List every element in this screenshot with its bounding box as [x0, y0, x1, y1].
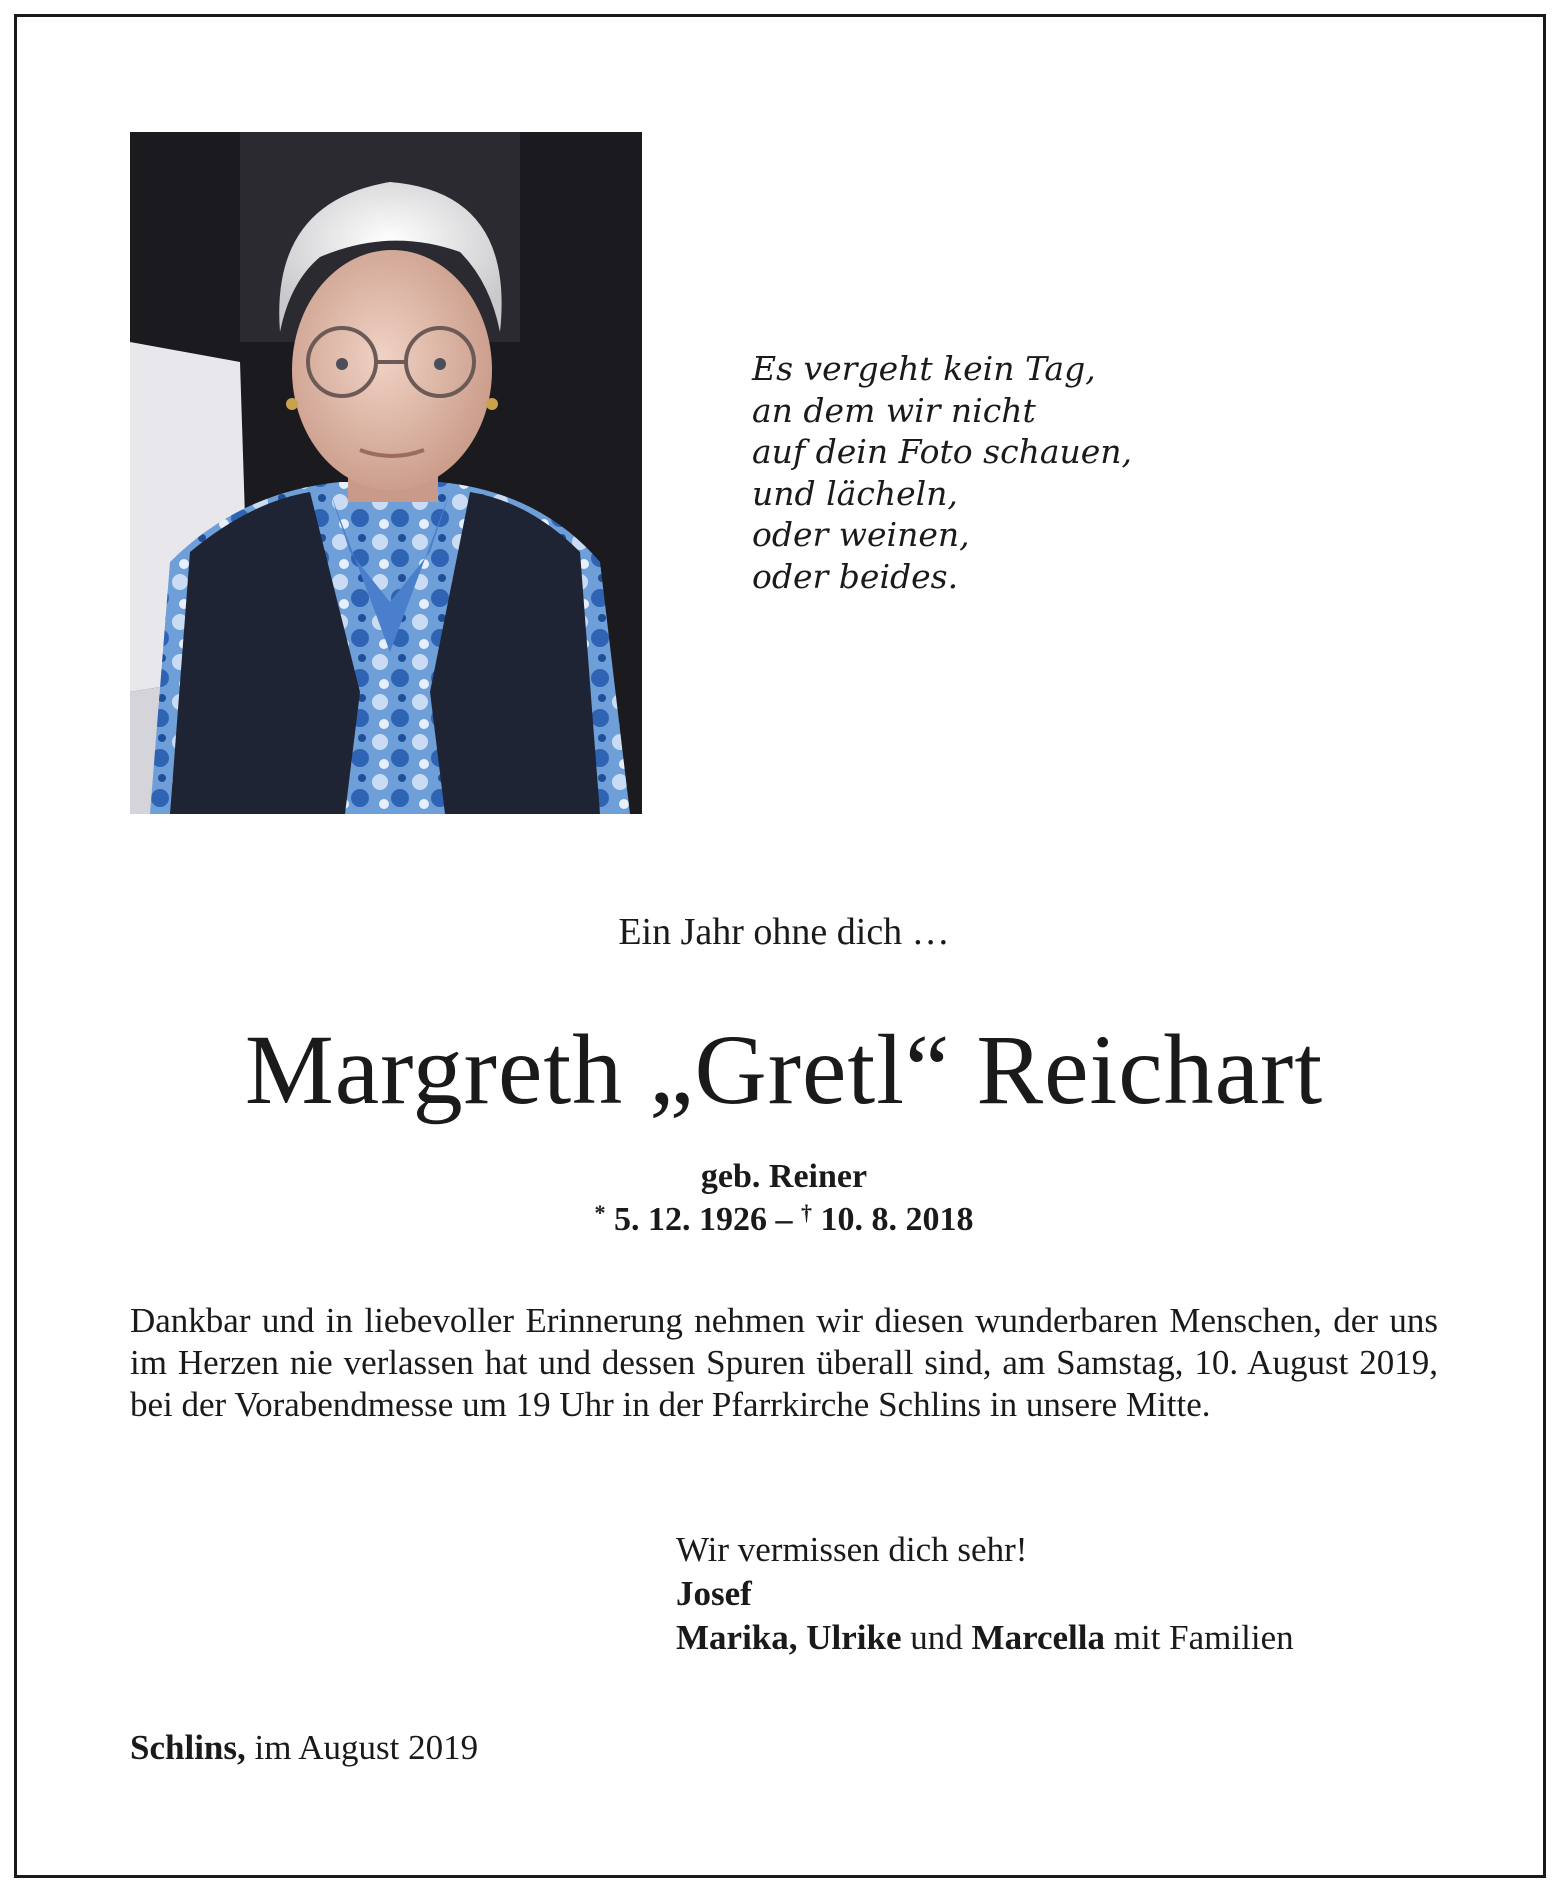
poem-line: oder beides. — [752, 556, 959, 596]
signer-name: Josef — [676, 1574, 752, 1613]
place-date-text: im August 2019 — [254, 1728, 479, 1767]
place-town: Schlins, — [130, 1728, 246, 1767]
deceased-name: Margreth „Gretl“ Reichart — [244, 1014, 1324, 1125]
poem-line: auf dein Foto schauen, — [752, 432, 1133, 471]
poem-line: oder weinen, — [752, 515, 970, 554]
birth-symbol: * — [594, 1200, 606, 1225]
portrait-photo — [130, 132, 642, 814]
signer-suffix: mit Familien — [1113, 1618, 1294, 1657]
closing-block — [676, 1528, 1294, 1660]
signer-row-1 — [676, 1572, 1294, 1616]
signer-name: Marika, — [676, 1618, 798, 1657]
death-date: 10. 8. 2018 — [820, 1201, 974, 1238]
intro-line: Ein Jahr ohne dich … — [618, 911, 950, 953]
poem-line: und lächeln, — [752, 473, 958, 513]
poem — [752, 348, 1132, 597]
maiden-name: geb. Reiner — [700, 1158, 868, 1195]
signer-row-2 — [676, 1616, 1294, 1660]
signer-name: Marcella — [971, 1618, 1105, 1657]
place-date — [130, 1728, 478, 1768]
poem-line: Es vergeht kein Tag, — [752, 349, 1096, 388]
date-separator: – — [767, 1201, 801, 1238]
signer-connector: und — [910, 1618, 963, 1657]
death-symbol: † — [801, 1200, 812, 1225]
birth-date: 5. 12. 1926 — [614, 1201, 767, 1238]
life-dates — [0, 1200, 1568, 1239]
closing-line: Wir vermissen dich sehr! — [676, 1530, 1028, 1569]
memorial-text: Dankbar und in liebevoller Erinnerung nehmen wir diesen wunderbaren Menschen, der uns im Herzen nie verlassen hat und dessen Spuren überall sind, am Samstag, 10. August 2019, bei der Vorabendmesse um 19 Uhr in der Pfarrkirche Schlins in unsere Mitte. — [130, 1301, 1438, 1424]
signer-name: Ulrike — [806, 1618, 902, 1657]
poem-line: an dem wir nicht — [752, 390, 1036, 430]
